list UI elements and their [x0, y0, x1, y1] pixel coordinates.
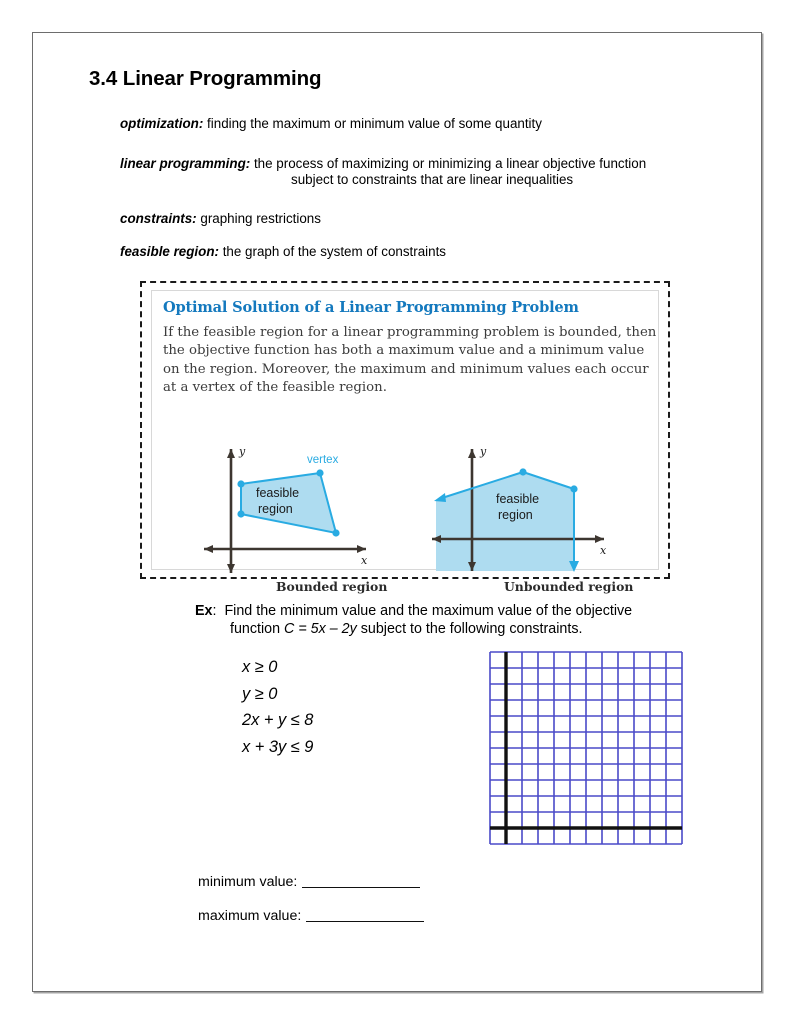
bounded-region-svg: [194, 441, 394, 581]
constraint-item: x + 3y ≤ 9: [242, 737, 314, 756]
constraint-item: y ≥ 0: [242, 684, 278, 703]
x-axis-arrow: [595, 535, 604, 543]
vocab-item-constraints: [120, 209, 321, 228]
vertex-dot: [570, 485, 577, 492]
x-axis-label: x: [361, 554, 368, 567]
vocab-term: optimization:: [120, 116, 204, 131]
maximum-value-blank[interactable]: [306, 907, 424, 922]
y-axis-arrow: [227, 449, 235, 458]
vertex-dot: [237, 480, 244, 487]
vertex-dot: [237, 510, 244, 517]
vertex-dot: [316, 469, 323, 476]
example-prompt: [195, 601, 632, 622]
example-label-separator: :: [212, 603, 217, 619]
minimum-value-blank[interactable]: [302, 873, 420, 888]
vertex-dot: [332, 529, 339, 536]
constraint-item: x ≥ 0: [242, 658, 278, 676]
x-axis-label: x: [600, 544, 607, 557]
y-axis-label: y: [239, 445, 246, 458]
y-axis-arrow: [468, 449, 476, 458]
x-axis-arrow-left: [204, 545, 213, 553]
maximum-value-label: maximum value:: [198, 908, 302, 924]
vocab-item-linear-programming: [120, 154, 646, 173]
constraint-item: 2x + y ≤ 8: [242, 711, 314, 730]
callout-title: Optimal Solution of a Linear Programming Problem: [163, 299, 579, 316]
unbounded-arrow-left: [434, 493, 446, 502]
objective-function: C = 5x – 2y: [284, 621, 357, 637]
feasible-region-label-line2: region: [498, 508, 533, 522]
page-title: 3.4 Linear Programming: [89, 67, 322, 90]
minimum-value-answer: [198, 873, 420, 890]
vocab-definition: the graph of the system of constraints: [222, 244, 446, 259]
y-axis-label: y: [480, 445, 487, 458]
minimum-value-label: minimum value:: [198, 874, 298, 890]
diagram-bounded-region: [194, 441, 394, 586]
feasible-region-label-line2: region: [258, 502, 293, 516]
constraints-list: [242, 654, 313, 760]
example-line1: Find the minimum value and the maximum value of the objective: [224, 603, 633, 619]
maximum-value-answer: [198, 907, 424, 924]
vocab-term: feasible region:: [120, 244, 219, 259]
vocab-definition: the process of maximizing or minimizing a linear objective function: [253, 156, 647, 171]
vertex-dot: [519, 468, 526, 475]
feasible-region-label-line1: feasible: [256, 486, 300, 500]
y-axis-arrow-down: [227, 564, 235, 573]
vertex-label: vertex: [307, 454, 339, 466]
example-label: Ex: [195, 603, 213, 619]
example-prompt-line2: [230, 621, 582, 637]
graph-grid[interactable]: [489, 651, 683, 846]
page-sheet: [32, 32, 762, 992]
vocab-item-feasible-region: [120, 242, 446, 261]
vocab-item-optimization: [120, 114, 542, 133]
diagram-caption-unbounded: Unbounded region: [504, 579, 634, 594]
example-line2-prefix: function: [230, 621, 285, 637]
vocab-term: linear programming:: [120, 156, 251, 171]
vocab-term: constraints:: [120, 211, 197, 226]
callout-box: [140, 281, 670, 594]
unbounded-region-svg: [424, 441, 634, 581]
vocab-definition: graphing restrictions: [200, 211, 321, 226]
x-axis-arrow: [357, 545, 366, 553]
vocab-definition-continued: subject to constraints that are linear inequalities: [291, 172, 574, 187]
diagram-unbounded-region: [424, 441, 634, 586]
coordinate-grid-svg[interactable]: [489, 651, 683, 845]
callout-body-text: If the feasible region for a linear programming problem is bounded, then the objective function has both a maximum value and a minimum value on the region. Moreover, the maximum and minimum values each occur at a vertex of the feasible region.: [163, 325, 657, 396]
callout-inner-panel: [151, 290, 659, 594]
vocab-definition: finding the maximum or minimum value of some quantity: [207, 116, 542, 131]
example-line2-suffix: subject to the following constraints.: [356, 621, 583, 637]
feasible-region-label-line1: feasible: [496, 492, 540, 506]
diagram-caption-bounded: Bounded region: [276, 579, 388, 594]
